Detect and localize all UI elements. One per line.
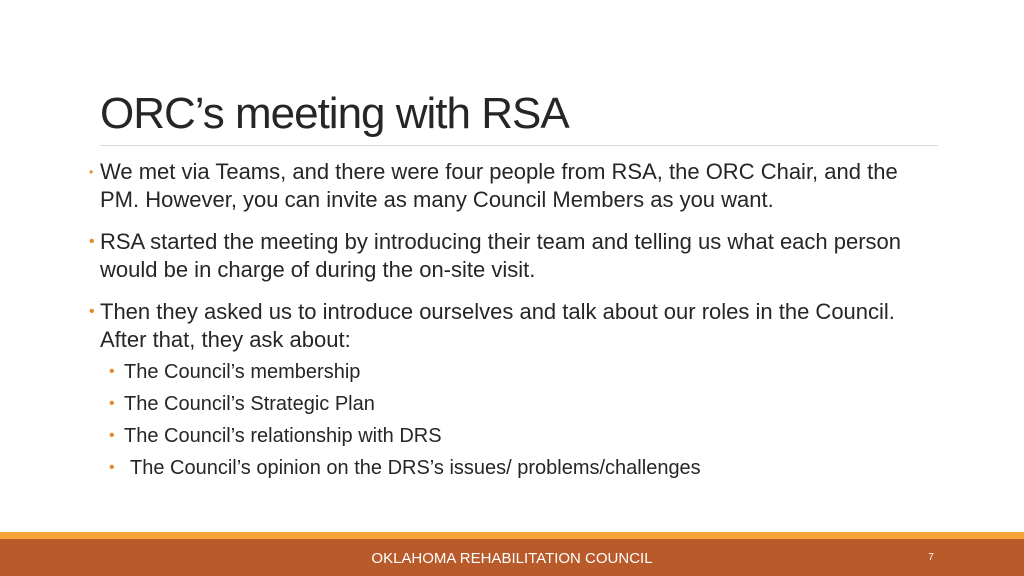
sub-bullet-list bbox=[109, 356, 938, 484]
page-number: 7 bbox=[928, 552, 934, 563]
bullet-dot-icon: • bbox=[109, 459, 115, 476]
bullet-item bbox=[88, 158, 938, 214]
title-divider bbox=[100, 145, 938, 146]
slide-title: ORC’s meeting with RSA bbox=[100, 89, 569, 138]
sub-bullet-text: The Council’s membership bbox=[124, 361, 361, 383]
footer-organization: OKLAHOMA REHABILITATION COUNCIL bbox=[371, 550, 653, 567]
bullet-dot-icon: • bbox=[109, 395, 115, 412]
bullet-text: RSA started the meeting by introducing their team and telling us what each person would be in charge of during the on-site visit. bbox=[100, 229, 902, 282]
bullet-dot-icon: • bbox=[89, 303, 95, 320]
bullet-item bbox=[88, 228, 938, 284]
sub-bullet-item bbox=[109, 356, 938, 388]
bullet-dot-icon: • bbox=[109, 427, 115, 444]
sub-bullet-item bbox=[109, 420, 938, 452]
bullet-dot-icon: • bbox=[109, 363, 115, 380]
bullet-item bbox=[88, 298, 938, 354]
bullet-text: Then they asked us to introduce ourselves and talk about our roles in the Council. After that, they ask about: bbox=[100, 299, 895, 352]
bullet-text: We met via Teams, and there were four people from RSA, the ORC Chair, and the PM. However, you can invite as many Council Members as you want. bbox=[100, 159, 898, 212]
sub-bullet-item bbox=[109, 388, 938, 420]
bullet-dot-icon: • bbox=[89, 165, 94, 179]
slide-body bbox=[88, 158, 938, 484]
sub-bullet-text: The Council’s opinion on the DRS’s issues/ problems/challenges bbox=[130, 457, 701, 479]
bullet-dot-icon: • bbox=[89, 233, 95, 250]
sub-bullet-item bbox=[109, 452, 938, 484]
sub-bullet-text: The Council’s relationship with DRS bbox=[124, 425, 442, 447]
sub-bullet-text: The Council’s Strategic Plan bbox=[124, 393, 375, 415]
footer-accent-line bbox=[0, 532, 1024, 539]
